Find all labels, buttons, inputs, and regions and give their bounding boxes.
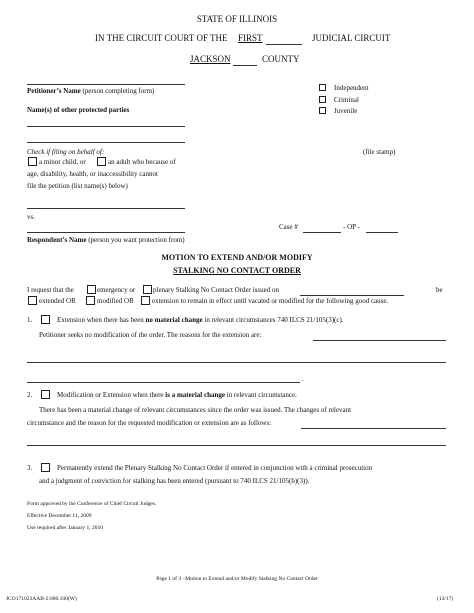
be-label: be [436, 286, 443, 294]
emergency-checkbox[interactable] [87, 285, 96, 294]
plenary-checkbox[interactable] [143, 285, 152, 294]
adult-checkbox[interactable] [97, 157, 106, 166]
item1-period: . [302, 375, 304, 383]
plenary-label: plenary Stalking No Contact Order issued on [153, 286, 279, 294]
age-line-text: age, disability, health, or inaccessibility cannot [27, 170, 158, 178]
item2-line3: circumstance and the reason for the requested modification or extension are as follows: [27, 419, 272, 427]
criminal-checkbox[interactable] [319, 96, 326, 103]
minor-child-label: a minor child, or [39, 158, 86, 166]
protected-parties-label: Name(s) of other protected parties [27, 106, 130, 114]
protected-line-2[interactable] [27, 142, 185, 143]
revision-code: (13/17) [437, 596, 454, 602]
modified-label: modified OR [97, 297, 134, 305]
form-code: JCO171023AAB-2:000.100(W) [6, 596, 77, 602]
vs-label: vs. [27, 213, 35, 221]
adult-label: an adult who because of [108, 158, 176, 166]
request-text-1: I request that the [27, 286, 74, 294]
case-number-line[interactable] [366, 232, 398, 233]
title-line-1: MOTION TO EXTEND AND/OR MODIFY [161, 253, 313, 262]
item2-number: 2. [27, 391, 33, 399]
effective-date: Effective December 11, 2009 [27, 513, 92, 519]
circuit-name: FIRST [238, 33, 263, 43]
case-year-line[interactable] [303, 232, 341, 233]
issued-date-line[interactable] [300, 295, 404, 296]
extended-label: extended OR [39, 297, 76, 305]
file-line-text: file the petition (list name(s) below) [27, 182, 128, 190]
use-required-note: Use required after January 1, 2010 [27, 525, 104, 531]
title-line-2: STALKING NO CONTACT ORDER [173, 266, 301, 275]
remain-label: extension to remain in effect until vacated or modified for the following good cause. [152, 297, 389, 305]
item3-checkbox[interactable] [41, 463, 50, 472]
item1-checkbox[interactable] [41, 315, 50, 324]
extended-checkbox[interactable] [28, 296, 37, 305]
item3-line2: and a judgment of conviction for stalking has been entered (pursuant to 740 ILCS 21/105(b)(3)). [39, 477, 310, 485]
petitioner-label: Petitioner’s Name (person completing form) [27, 87, 155, 95]
county-label: COUNTY [262, 54, 300, 64]
protected-line-1[interactable] [27, 126, 185, 127]
op-label: - OP - [343, 223, 360, 231]
state-heading: STATE OF ILLINOIS [196, 14, 278, 24]
item2-text: Modification or Extension when there is a material change in relevant circumstance. [57, 391, 297, 399]
independent-checkbox[interactable] [319, 84, 326, 91]
item1-line2: Petitioner seeks no modification of the order. The reasons for the extension are: [39, 331, 262, 339]
item1-text: Extension when there has been no material change in relevant circumstances 740 ILCS 21/105(3)(c). [57, 316, 344, 324]
juvenile-checkbox[interactable] [319, 107, 326, 114]
item2-checkbox[interactable] [41, 390, 50, 399]
emergency-label: emergency or [97, 286, 136, 294]
criminal-label: Criminal [334, 96, 359, 104]
respondent-name-line[interactable] [27, 232, 185, 233]
item1-reason-line-3[interactable] [27, 382, 300, 383]
item2-reason-line-2[interactable] [27, 445, 446, 446]
minor-child-checkbox[interactable] [28, 157, 37, 166]
juvenile-label: Juvenile [334, 107, 358, 115]
respondent-label: Respondent’s Name (person you want protection from) [27, 236, 185, 244]
item1-reason-line-2[interactable] [27, 362, 446, 363]
item3-text: Permanently extend the Plenary Stalking No Contact Order if entered in conjunction with a criminal prosecution [57, 464, 373, 472]
file-stamp-label: (file stamp) [363, 148, 396, 156]
behalf-name-line[interactable] [27, 208, 185, 209]
petitioner-name-line[interactable] [27, 84, 185, 85]
item3-number: 3. [27, 464, 33, 472]
modified-checkbox[interactable] [86, 296, 95, 305]
county-name: JACKSON [190, 54, 231, 64]
item1-reason-line-1[interactable] [313, 340, 446, 341]
page-info: Page 1 of 3 –Motion to Extend and/or Modify Stalking No Contact Order [156, 576, 318, 582]
remain-checkbox[interactable] [141, 296, 150, 305]
item2-line2: There has been a material change of relevant circumstances since the order was issued. The changes of relevant [39, 406, 352, 414]
item1-number: 1. [27, 316, 33, 324]
court-suffix: JUDICIAL CIRCUIT [312, 33, 391, 43]
independent-label: Independent [334, 84, 369, 92]
approved-note: Form approved by the Conference of Chief Circuit Judges. [27, 501, 157, 507]
case-number-label: Case # [279, 223, 298, 231]
item2-reason-line-1[interactable] [301, 428, 446, 429]
check-if-label: Check if filing on behalf of: [27, 148, 105, 156]
court-prefix: IN THE CIRCUIT COURT OF THE [95, 33, 228, 43]
